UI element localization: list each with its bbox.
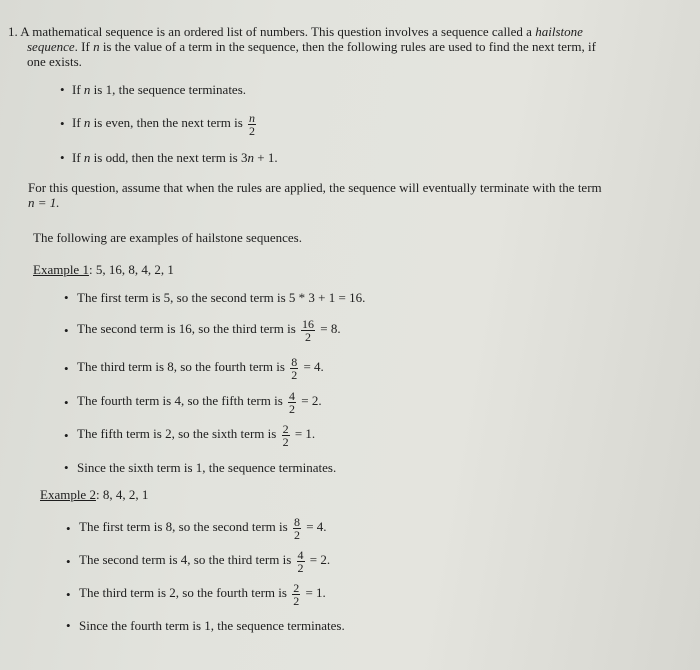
- ex1-item-3: [77, 352, 324, 382]
- ex2-item-3-post: = 1.: [305, 585, 326, 600]
- assumption-line-1: [28, 180, 602, 195]
- rule-3-var2: n: [247, 150, 254, 165]
- ex1-item-5: [77, 419, 315, 449]
- rule-2-frac-den: 2: [249, 123, 256, 138]
- ex1-item-4-post: = 2.: [301, 393, 322, 408]
- ex2-item-3-text: The third term is 2, so the fourth term is: [79, 585, 287, 600]
- examples-intro-text: The following are examples of hailstone sequences.: [33, 230, 302, 245]
- ex2-item-2: [79, 545, 330, 575]
- example-1-sequence: : 5, 16, 8, 4, 2, 1: [88, 262, 174, 277]
- question-number: 1.: [8, 24, 18, 39]
- ex2-item-1-fraction: [293, 516, 301, 541]
- rule-2-post: is even, then the next term is: [90, 115, 247, 130]
- ex2-item-2-fraction: [297, 549, 305, 574]
- ex1-item-4-fraction: [288, 390, 296, 415]
- ex2-item-1-post: = 4.: [306, 519, 327, 534]
- example-1-label: Example 1: [33, 262, 89, 277]
- ex1-item-5-bullet: •: [64, 428, 69, 443]
- ex1-item-2-bullet: •: [64, 323, 69, 338]
- ex1-item-5-den: 2: [282, 434, 289, 449]
- ex1-item-5-text: The fifth term is 2, so the sixth term is: [77, 426, 277, 441]
- ex1-item-5-num: 2: [282, 421, 289, 436]
- ex1-item-3-text: The third term is 8, so the fourth term is: [77, 359, 285, 374]
- rule-1-pre: If: [72, 82, 84, 97]
- ex1-item-4-bullet: •: [64, 395, 69, 410]
- ex1-item-4-text: The fourth term is 4, so the fifth term is: [77, 393, 283, 408]
- ex2-item-3-fraction: [292, 582, 300, 607]
- ex2-item-2-num: 4: [297, 547, 304, 562]
- rule-2-fraction: [248, 112, 256, 137]
- ex1-item-1: [77, 290, 365, 305]
- ex1-item-2-post: = 8.: [320, 321, 341, 336]
- ex1-item-5-fraction: [282, 423, 290, 448]
- assumption-line-2: [28, 195, 60, 210]
- rule-3-pre: If: [72, 150, 84, 165]
- intro-line-1: [8, 24, 583, 39]
- example-2-heading: [40, 487, 148, 502]
- ex2-item-2-text: The second term is 4, so the third term is: [79, 552, 292, 567]
- ex1-item-3-post: = 4.: [303, 359, 324, 374]
- ex2-item-1: [79, 512, 327, 542]
- ex1-item-2-text: The second term is 16, so the third term is: [77, 321, 296, 336]
- ex1-item-6: [77, 460, 336, 475]
- ex1-item-6-text: Since the sixth term is 1, the sequence terminates.: [77, 460, 337, 475]
- example-1-heading: [33, 262, 174, 277]
- ex1-item-5-post: = 1.: [294, 426, 316, 441]
- ex2-item-1-num: 8: [293, 514, 300, 529]
- rule-3: [72, 150, 278, 165]
- ex1-item-4: [77, 386, 322, 416]
- ex1-item-4-den: 2: [289, 401, 296, 416]
- rule-2-var: n: [83, 115, 91, 130]
- assumption-text-1: For this question, assume that when the rules are applied, the sequence will eventually terminate with the term: [28, 180, 602, 195]
- ex2-item-2-den: 2: [297, 560, 304, 575]
- ex2-item-3-num: 2: [293, 580, 300, 595]
- ex1-item-2-fraction: [301, 318, 315, 343]
- rule-3-bullet: •: [60, 150, 65, 165]
- ex1-item-3-bullet: •: [64, 361, 69, 376]
- ex2-item-2-post: = 2.: [309, 552, 331, 567]
- ex2-item-4-bullet: •: [66, 618, 71, 633]
- intro-text-1a: A mathematical sequence is an ordered list of numbers. This question involves a sequence called a: [20, 24, 536, 39]
- rule-3-post2: + 1.: [253, 150, 278, 165]
- assumption-text-2: n = 1.: [28, 195, 60, 210]
- intro-hailstone: hailstone: [535, 24, 583, 39]
- ex1-item-2-den: 2: [305, 329, 312, 344]
- ex1-item-3-fraction: [290, 356, 298, 381]
- intro-text-2b: . If: [74, 39, 94, 54]
- rule-1-var: n: [83, 82, 91, 97]
- ex1-item-2: [77, 314, 341, 344]
- ex2-item-1-den: 2: [293, 527, 300, 542]
- ex1-item-1-bullet: •: [64, 290, 69, 305]
- intro-line-2: [27, 39, 596, 54]
- ex2-item-3: [79, 578, 326, 608]
- ex2-item-4-text: Since the fourth term is 1, the sequence terminates.: [79, 618, 345, 633]
- example-2-label: Example 2: [40, 487, 96, 502]
- ex2-item-1-bullet: •: [66, 521, 71, 536]
- rule-3-var: n: [83, 150, 91, 165]
- intro-text-3: one exists.: [27, 54, 82, 69]
- ex2-item-1-text: The first term is 8, so the second term is: [79, 519, 288, 534]
- rule-2-bullet: •: [60, 116, 65, 131]
- intro-text-2c: is the value of a term in the sequence, then the following rules are used to find the next term, if: [99, 39, 596, 54]
- ex1-item-3-den: 2: [291, 367, 298, 382]
- rule-1: [72, 82, 246, 97]
- ex2-item-3-bullet: •: [66, 587, 71, 602]
- rule-3-post: is odd, then the next term is 3: [90, 150, 248, 165]
- ex1-item-6-bullet: •: [64, 460, 69, 475]
- ex1-item-4-num: 4: [289, 388, 296, 403]
- intro-sequence: sequence: [27, 39, 75, 54]
- ex1-item-1-text: The first term is 5, so the second term is 5 * 3 + 1 = 16.: [77, 290, 366, 305]
- rule-2: [72, 110, 258, 137]
- ex2-item-3-den: 2: [293, 593, 300, 608]
- ex1-item-2-num: 16: [302, 316, 315, 331]
- intro-var-n: n: [93, 39, 100, 54]
- rule-1-bullet: •: [60, 82, 65, 97]
- rule-2-frac-num: n: [249, 110, 256, 125]
- example-2-sequence: : 8, 4, 2, 1: [95, 487, 149, 502]
- rule-1-post: is 1, the sequence terminates.: [90, 82, 247, 97]
- ex1-item-3-num: 8: [291, 354, 298, 369]
- intro-line-3: [27, 54, 82, 69]
- rule-2-pre: If: [72, 115, 84, 130]
- examples-intro: [33, 230, 302, 245]
- ex2-item-2-bullet: •: [66, 554, 71, 569]
- ex2-item-4: [79, 618, 345, 633]
